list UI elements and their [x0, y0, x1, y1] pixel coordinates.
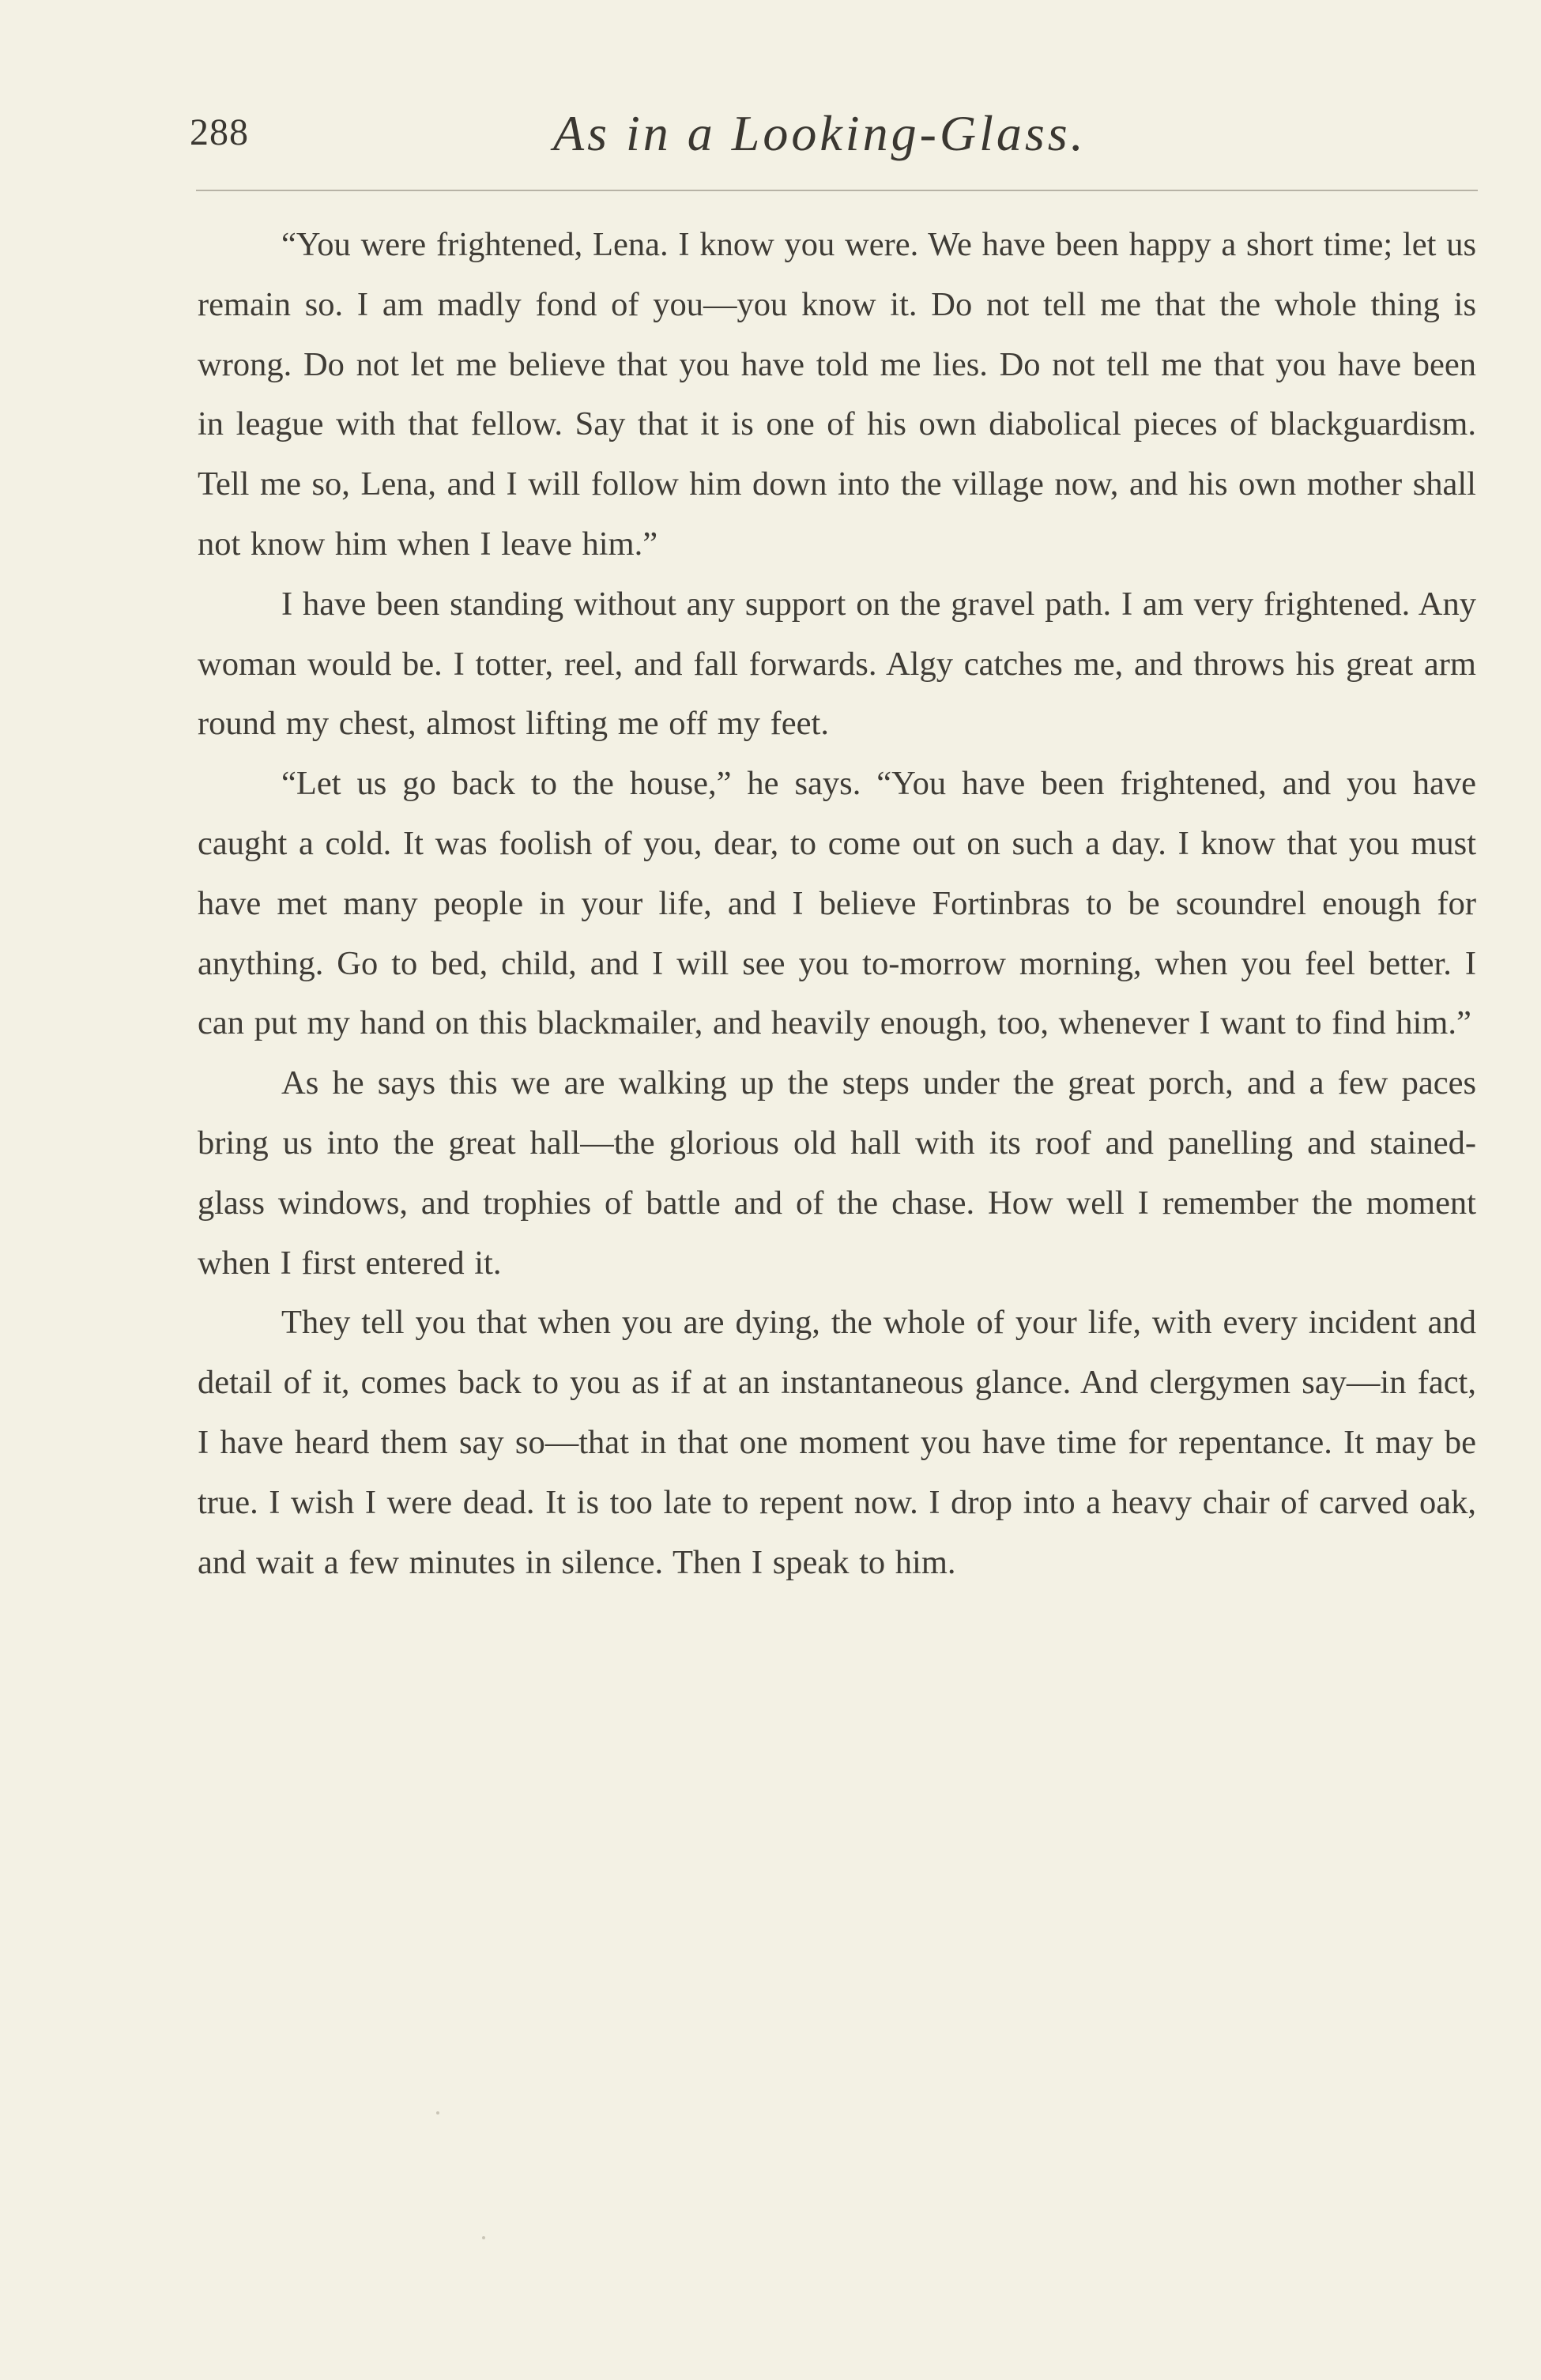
- paragraph: “You were frightened, Lena. I know you were. We have been happy a short time; let us remain so. I am madly fond of you—you know it. Do not tell me that the whole thing is wrong. Do not let me believe that you have told me lies. Do not tell me that you have been in league with that fellow. Say that it is one of his own diabolical pieces of blackguardism. Tell me so, Lena, and I will follow him down into the village now, and his own mother shall not know him when I leave him.”: [198, 226, 1476, 563]
- page-number: 288: [190, 111, 249, 153]
- running-title: As in a Looking-Glass.: [553, 105, 1087, 161]
- paragraph: They tell you that when you are dying, the whole of your life, with every incident and detail of it, comes back to you as if at an instantaneous glance. And clergymen say—in fact, I have heard them say so—that in that one moment you have time for repentance. It may be true. I wish I were dead. It is too late to repent now. I drop into a heavy chair of carved oak, and wait a few minutes in silence. Then I speak to him.: [198, 1304, 1476, 1581]
- header-rule: [196, 190, 1478, 191]
- paragraph: I have been standing without any support on the gravel path. I am very frightened. Any woman would be. I totter, reel, and fall forwards. Algy catches me, and throws his great arm round my chest, almost lifting me off my feet.: [198, 585, 1476, 743]
- paragraph: “Let us go back to the house,” he says. “You have been frightened, and you have caught a cold. It was foolish of you, dear, to come out on such a day. I know that you must have met many people in your life, and I believe Fortinbras to be scoundrel enough for anything. Go to bed, child, and I will see you to-morrow morning, when you feel better. I can put my hand on this blackmailer, and heavily enough, too, whenever I want to find him.”: [198, 765, 1476, 1042]
- running-header: [0, 104, 1541, 168]
- body-text: [198, 215, 1476, 1592]
- paper-speck: [482, 2236, 485, 2239]
- paper-speck: [436, 2111, 439, 2115]
- paragraph: As he says this we are walking up the steps under the great porch, and a few paces bring us into the great hall—the glorious old hall with its roof and panelling and stained-glass windows, and trophies of battle and of the chase. How well I remember the moment when I first entered it.: [198, 1064, 1476, 1282]
